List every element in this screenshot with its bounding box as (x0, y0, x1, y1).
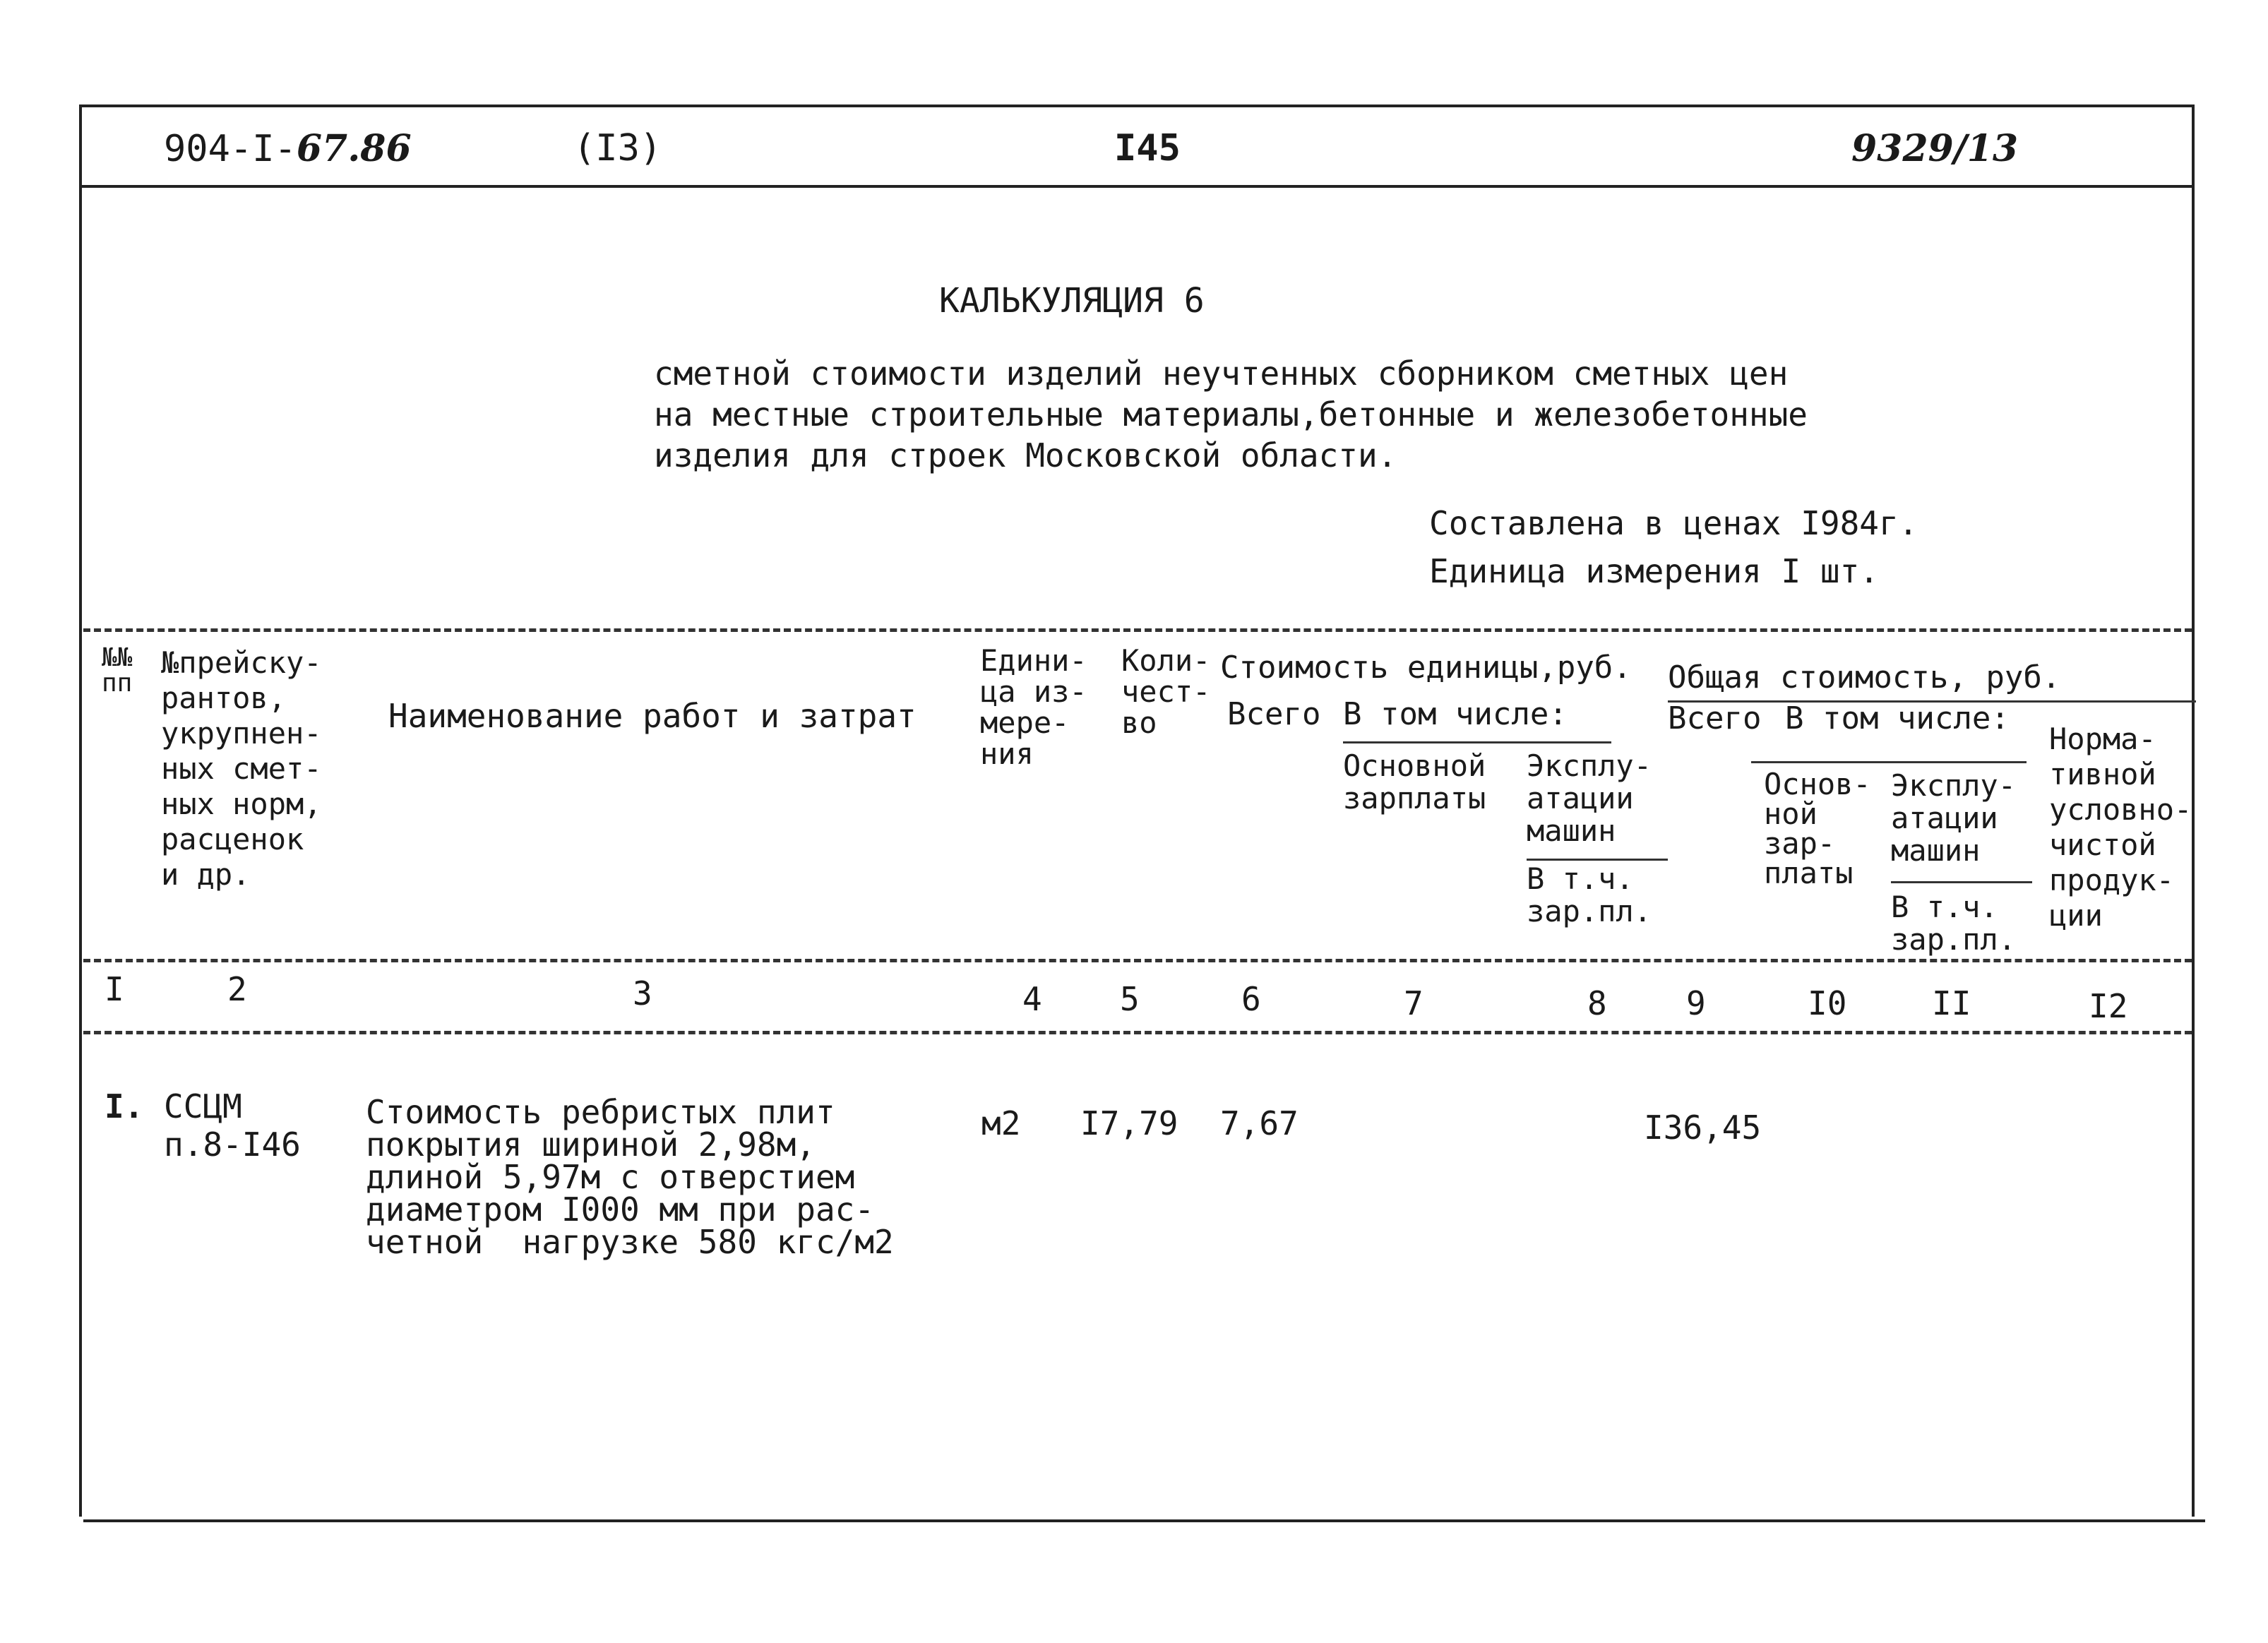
incl-underline (1343, 741, 1611, 743)
column-number: 9 (1686, 984, 1706, 1022)
header-bottom-rule (83, 959, 2192, 962)
row-ref: ССЦМ п.8-I46 (164, 1087, 301, 1164)
prices-note: Составлена в ценах I984г. (1429, 504, 1918, 542)
header-rule (82, 185, 2192, 188)
col-header-total-2: Всего (1668, 700, 1762, 736)
col-header-qty: Коли- чест- во (1121, 643, 1211, 740)
column-number: 8 (1587, 984, 1607, 1022)
column-number: I2 (2089, 987, 2128, 1025)
row-name: Стоимость ребристых плит покрытия шириной 2,98м, длиной 5,97м с отверстием диаметром I000 мм при рас- четной нагрузке 580 кгс/м2 (366, 1093, 894, 1261)
incl2-underline (1751, 761, 2027, 763)
column-number: 7 (1404, 984, 1424, 1022)
column-number: 5 (1120, 980, 1140, 1018)
col-header-ref: №прейску- рантов, укрупнен- ных смет- ных норм, расценок и др. (161, 645, 322, 892)
document-description (654, 353, 1808, 476)
column-number: 4 (1022, 980, 1042, 1018)
page-number: I45 (1114, 127, 1181, 169)
document-title: КАЛЬКУЛЯЦИЯ 6 (939, 281, 1205, 321)
doc-code-hand: 67.86 (296, 127, 412, 170)
col-header-normative: Норма- тивной условно- чистой продук- ции (2049, 722, 2192, 933)
unit-note: Единица измерения I шт. (1429, 552, 1879, 590)
machine-underline (1527, 859, 1668, 861)
sheet-number: (I3) (573, 127, 662, 169)
row-num: I. (105, 1087, 144, 1125)
col-header-total-cost: Общая стоимость, руб. (1668, 659, 2061, 695)
doc-code-prefix: 904-I- (164, 128, 297, 170)
col-header-total: Всего (1227, 696, 1321, 732)
archive-number: 9329/13 (1851, 127, 2019, 170)
description-line: сметной стоимости изделий неучтенных сборником сметных цен (654, 354, 1789, 393)
machine2-underline (1891, 881, 2032, 883)
column-numbers-rule (83, 1031, 2192, 1034)
column-number: 2 (227, 970, 247, 1008)
column-number: I0 (1808, 984, 1847, 1022)
col-header-incl-wage-2: В т.ч. зар.пл. (1891, 890, 2017, 957)
col-header-incl-wage: В т.ч. зар.пл. (1527, 861, 1652, 928)
table-top-rule (83, 628, 2192, 632)
doc-code (164, 127, 412, 170)
column-number: I (105, 970, 124, 1008)
row-grand-total: I36,45 (1644, 1109, 1762, 1147)
bottom-rule (83, 1519, 2205, 1522)
col-header-base-wage-2: Основ- ной зар- платы (1764, 767, 1871, 890)
description-line: на местные строительные материалы,бетонные и железобетонные (654, 395, 1808, 434)
column-number: 3 (633, 974, 652, 1012)
row-qty: I7,79 (1080, 1104, 1178, 1142)
col-header-machine-2: Эксплу- атации машин (1891, 768, 2017, 868)
col-header-name: Наименование работ и затрат (388, 697, 917, 735)
col-header-machine: Эксплу- атации машин (1527, 748, 1652, 848)
row-unit: м2 (981, 1104, 1021, 1142)
col-header-incl-2: В том числе: (1785, 700, 2010, 736)
description-line: изделия для строек Московской области. (654, 436, 1397, 474)
row-unit-total: 7,67 (1220, 1104, 1299, 1142)
col-header-unit-cost: Стоимость единицы,руб. (1220, 650, 1632, 686)
col-header-base-wage: Основной зарплаты (1343, 748, 1486, 815)
col-header-unit: Едини- ца из- мере- ния (980, 643, 1087, 771)
column-number: 6 (1241, 980, 1261, 1018)
col-header-num: №№ пп (102, 643, 133, 698)
column-number: II (1932, 984, 1971, 1022)
col-header-incl: В том числе: (1343, 696, 1568, 732)
